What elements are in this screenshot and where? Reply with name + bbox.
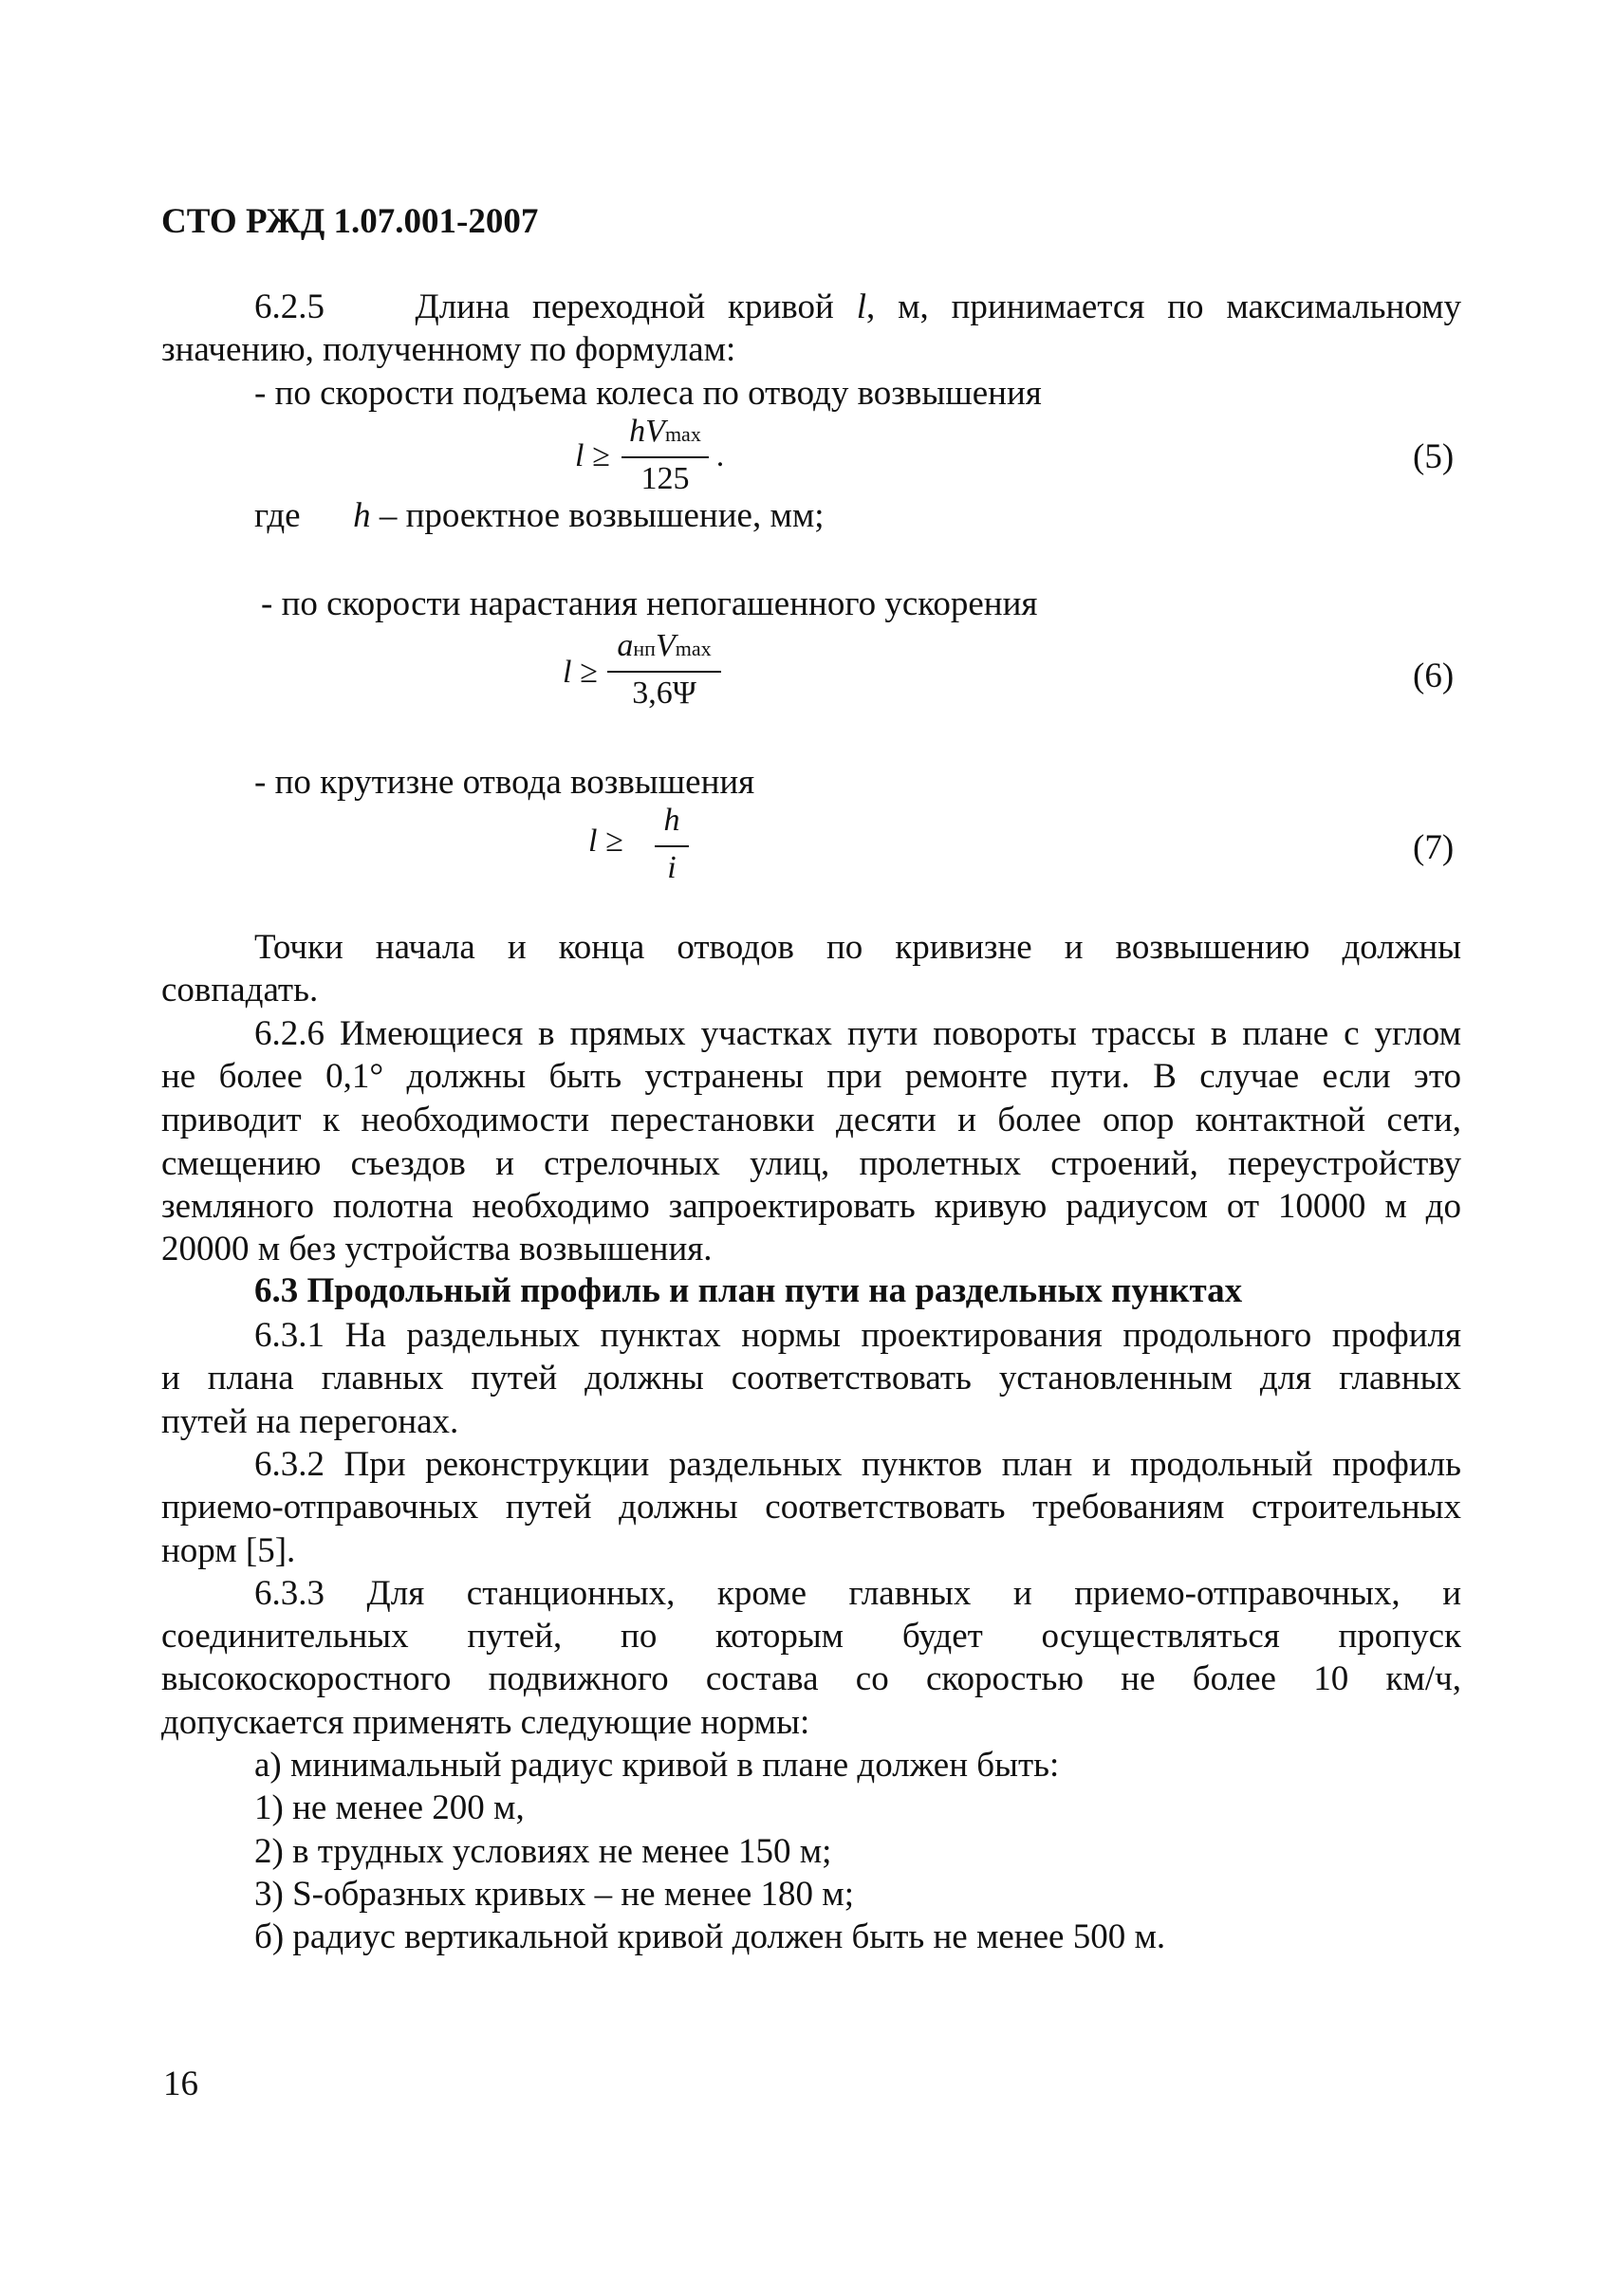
paragraph-6-3-3-line: соединительных путей, по которым будет осуществляться пропуск xyxy=(161,1617,1461,1656)
clause-text: Длина переходной кривой xyxy=(415,287,834,326)
fraction-bar xyxy=(621,456,709,458)
paragraph-6-2-6-line: 6.2.6 Имеющиеся в прямых участках пути повороты трассы в плане с углом xyxy=(254,1014,1461,1053)
formula-7-number: (7) xyxy=(1413,828,1455,867)
list-item: а) минимальный радиус кривой в плане должен быть: xyxy=(254,1746,1060,1785)
paragraph-6-3-2-line: норм [5]. xyxy=(161,1531,296,1570)
fraction-bar xyxy=(607,671,721,673)
formula-5-number: (5) xyxy=(1413,437,1455,476)
paragraph-6-2-6-line: не более 0,1° должны быть устранены при ремонте пути. В случае если это xyxy=(161,1057,1461,1096)
clause-number: 6.2.5 xyxy=(254,287,325,326)
formula-5-numerator xyxy=(621,414,709,450)
page-number: 16 xyxy=(163,2065,198,2103)
points-line-1: Точки начала и конца отводов по кривизне и возвышению должны xyxy=(254,928,1461,967)
paragraph-6-3-3-line: 6.3.3 Для станционных, кроме главных и приемо-отправочных, и xyxy=(254,1574,1461,1613)
paragraph-6-2-6-line: 20000 м без устройства возвышения. xyxy=(161,1230,713,1268)
paragraph-6-2-6-line: смещению съездов и стрелочных улиц, пролетных строений, переустройству xyxy=(161,1144,1461,1183)
formula-6-denominator: 3,6Ψ xyxy=(632,676,696,711)
numerator-a: a xyxy=(617,628,634,663)
clause-text-rest: , м, принимается по максимальному xyxy=(865,287,1462,326)
paragraph-6-2-5-line-1 xyxy=(254,287,1461,328)
bullet-wheel-lift: - по скорости подъема колеса по отводу возвышения xyxy=(254,374,1042,413)
subscript-max: max xyxy=(664,422,701,446)
paragraph-6-3-3-line: высокоскоростного подвижного состава со скоростью не более 10 км/ч, xyxy=(161,1659,1461,1698)
formula-6-numerator xyxy=(607,628,721,664)
paragraph-6-2-6-line: земляного полотна необходимо запроектировать кривую радиусом от 10000 м до xyxy=(161,1187,1461,1226)
list-item: 1) не менее 200 м, xyxy=(254,1788,525,1827)
formula-5-lhs: l ≥ xyxy=(575,438,610,473)
formula-7-numerator: h xyxy=(663,803,680,838)
formula-5-tail: . xyxy=(710,438,725,473)
where-word: где xyxy=(254,496,301,535)
paragraph-6-2-6-line: приводит к необходимости перестановки десяти и более опор контактной сети, xyxy=(161,1101,1461,1139)
paragraph-6-3-1-line: путей на перегонах. xyxy=(161,1402,459,1441)
bullet-steepness: - по крутизне отвода возвышения xyxy=(254,763,755,802)
subscript-np: нп xyxy=(633,637,656,660)
where-text: – проектное возвышение, мм; xyxy=(370,496,825,535)
formula-7-lhs: l ≥ xyxy=(588,824,623,859)
variable-h: h xyxy=(353,496,371,535)
list-item: 2) в трудных условиях не менее 150 м; xyxy=(254,1832,832,1871)
paragraph-6-3-3-line: допускается применять следующие нормы: xyxy=(161,1703,810,1742)
section-heading-6-3: 6.3 Продольный профиль и план пути на раздельных пунктах xyxy=(254,1271,1243,1310)
points-line-2: совпадать. xyxy=(161,971,319,1009)
formula-7-denominator: i xyxy=(667,850,677,885)
where-line xyxy=(254,495,825,537)
list-item: 3) S-образных кривых – не менее 180 м; xyxy=(254,1875,854,1914)
paragraph-6-3-2-line: 6.3.2 При реконструкции раздельных пунктов план и продольный профиль xyxy=(254,1445,1461,1484)
formula-6-number: (6) xyxy=(1413,657,1455,695)
variable-l: l xyxy=(856,287,866,326)
paragraph-6-2-5-line-2: значению, полученному по формулам: xyxy=(161,330,736,369)
subscript-max: max xyxy=(675,637,712,660)
document-header: СТО РЖД 1.07.001-2007 xyxy=(161,202,539,241)
fraction-bar xyxy=(655,845,689,847)
paragraph-6-3-2-line: приемо-отправочных путей должны соответствовать требованиям строительных xyxy=(161,1488,1461,1527)
formula-5-denominator: 125 xyxy=(640,461,690,496)
list-item: б) радиус вертикальной кривой должен быть не менее 500 м. xyxy=(254,1917,1166,1956)
numerator-v: V xyxy=(655,628,676,663)
formula-6-lhs: l ≥ xyxy=(563,655,598,690)
paragraph-6-3-1-line: и плана главных путей должны соответствовать установленным для главных xyxy=(161,1359,1461,1398)
paragraph-6-3-1-line: 6.3.1 На раздельных пунктах нормы проектирования продольного профиля xyxy=(254,1316,1461,1355)
bullet-acceleration: - по скорости нарастания непогашенного ускорения xyxy=(261,584,1038,623)
numerator-hv: hV xyxy=(629,414,665,449)
